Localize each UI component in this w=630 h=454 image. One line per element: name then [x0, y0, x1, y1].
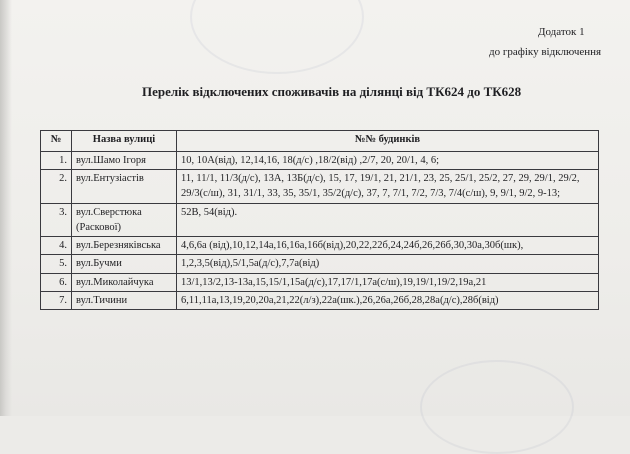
- row-houses: 52В, 54(від).: [177, 203, 599, 236]
- row-street: вул.Тичини: [72, 291, 177, 309]
- row-houses: 6,11,11а,13,19,20,20а,21,22(л/з),22а(шк.),26,26а,26б,28,28а(д/с),28б(від): [177, 291, 599, 309]
- table-row: [41, 291, 599, 309]
- table-row: [41, 152, 599, 170]
- faint-stamp-bottom: [420, 360, 574, 454]
- table-row: [41, 255, 599, 273]
- column-header-street: Назва вулиці: [72, 131, 177, 152]
- row-street: вул.Бучми: [72, 255, 177, 273]
- table-header-row: [41, 131, 599, 152]
- row-num: 2.: [41, 170, 72, 203]
- row-num: 3.: [41, 203, 72, 236]
- annex-label: Додаток 1: [538, 26, 585, 38]
- table-row: [41, 237, 599, 255]
- row-num: 7.: [41, 291, 72, 309]
- row-houses: 10, 10А(від), 12,14,16, 18(д/с) ,18/2(від) ,2/7, 20, 20/1, 4, 6;: [177, 152, 599, 170]
- table-row: [41, 203, 599, 236]
- row-num: 5.: [41, 255, 72, 273]
- column-header-num: №: [41, 131, 72, 152]
- document-title: Перелік відключених споживачів на ділянці від ТК624 до ТК628: [142, 84, 522, 99]
- row-houses: 4,6,6а (від),10,12,14а,16,16а,16б(від),20,22,22б,24,24б,26,26б,30,30а,30б(шк),: [177, 237, 599, 255]
- row-num: 6.: [41, 273, 72, 291]
- row-num: 4.: [41, 237, 72, 255]
- page-edge-shadow: [0, 0, 12, 416]
- annex-subtitle: до графіку відключення: [489, 46, 602, 58]
- row-street: вул.Шамо Ігоря: [72, 152, 177, 170]
- faint-stamp-top: [190, 0, 364, 74]
- column-header-houses: №№ будинків: [177, 131, 599, 152]
- table-row: [41, 273, 599, 291]
- row-street: вул.Березняківська: [72, 237, 177, 255]
- row-num: 1.: [41, 152, 72, 170]
- row-street: вул.Ентузіастів: [72, 170, 177, 203]
- row-street: вул.Миколайчука: [72, 273, 177, 291]
- table-row: [41, 170, 599, 203]
- row-houses: 1,2,3,5(від),5/1,5а(д/с),7,7а(від): [177, 255, 599, 273]
- row-houses: 13/1,13/2,13-13а,15,15/1,15а(д/с),17,17/1,17а(с/ш),19,19/1,19/2,19а,21: [177, 273, 599, 291]
- consumers-table: [40, 130, 599, 310]
- row-street: вул.Сверстюка (Раскової): [72, 203, 177, 236]
- row-houses: 11, 11/1, 11/3(д/с), 13А, 13Б(д/с), 15, 17, 19/1, 21, 21/1, 23, 25, 25/1, 25/2, 27, 29, 29/1, 29/2, 29/3(с/ш), 31, 31/1, 33, 35, 35/1, 35/2(д/с), 37, 7, 7/1, 7/2, 7/3, 7/4(с/ш), 9, 9/1, 9/2, 9-13;: [177, 170, 599, 203]
